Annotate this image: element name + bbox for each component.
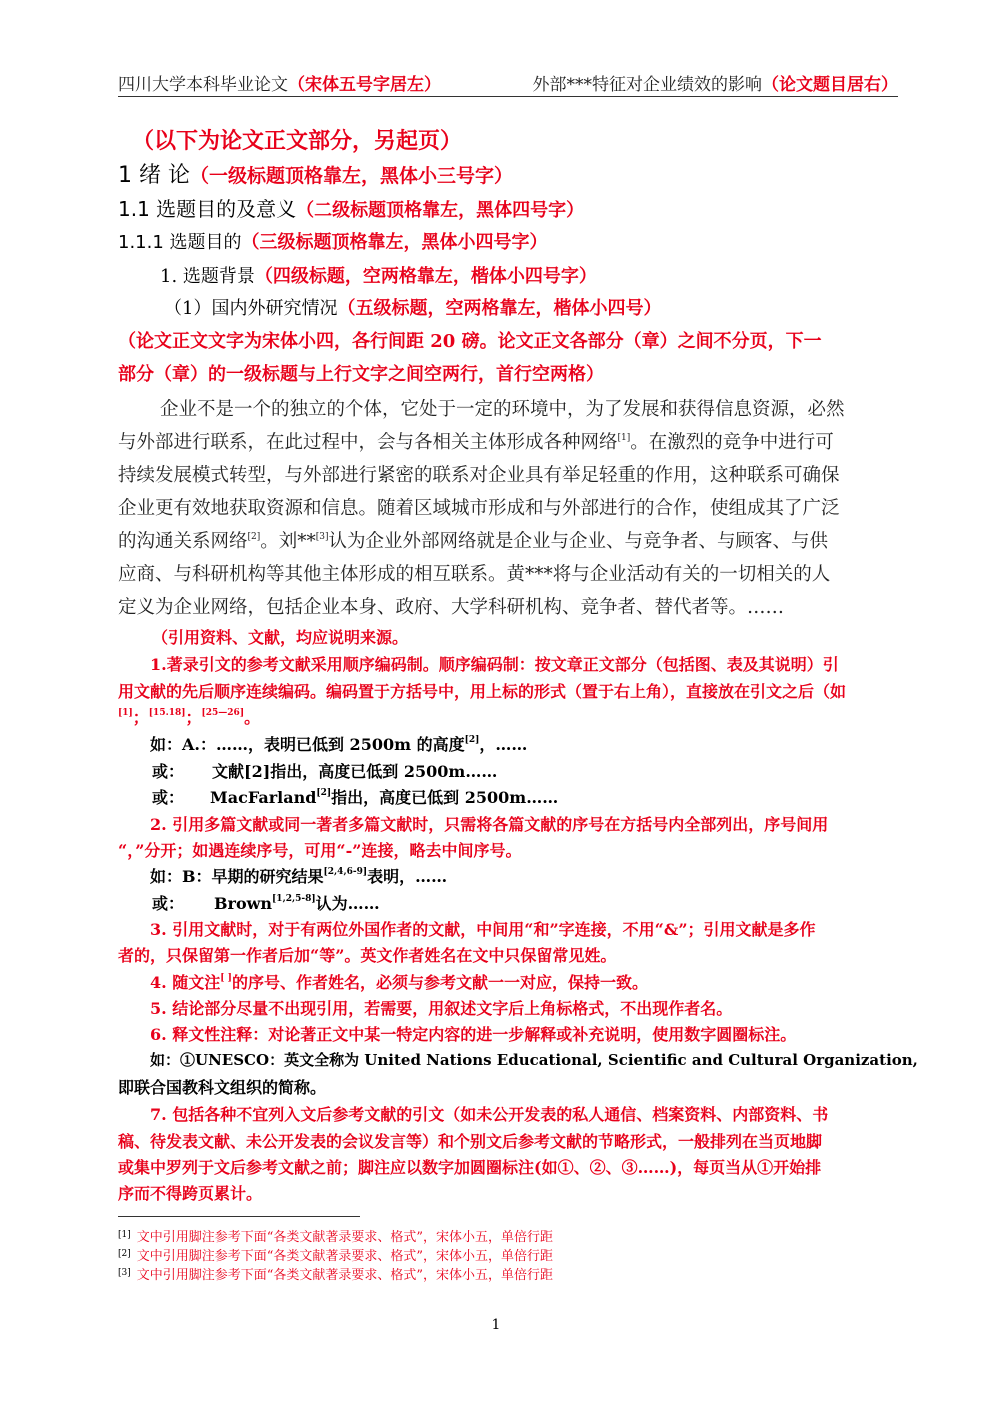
paragraph-line: 应商、与科研机构等其他主体形成的相互联系。黄***将与企业活动有关的一切相关的人: [118, 564, 831, 585]
paragraph-text: 。在激烈的竞争中进行可: [630, 432, 834, 453]
rule-1-line-1: 1.著录引文的参考文献采用顺序编码制。顺序编码制：按文章正文部分（包括图、表及其说明）引: [150, 655, 839, 674]
rule-2-line-1: 2. 引用多篇文献或同一著者多篇文献时，只需将各篇文献的序号在方括号内全部列出，序号间用: [150, 815, 829, 834]
heading-level-4: [160, 262, 597, 288]
example-b: [150, 864, 447, 887]
heading-2-text: 1.1 选题目的及意义: [118, 197, 297, 221]
header-divider: [118, 96, 898, 97]
heading-level-3: [118, 228, 548, 254]
paragraph-text: 。刘**: [260, 531, 316, 552]
heading-3-text: 1.1.1 选题目的: [118, 232, 242, 253]
paragraph-line: 持续发展模式转型，与外部进行紧密的联系对企业具有举足轻重的作用，这种联系可确保: [118, 465, 840, 486]
footnote-mark: [3]: [118, 1268, 131, 1278]
page-number: 1: [491, 1317, 501, 1333]
rule-7-line-3: 或集中罗列于文后参考文献之前；脚注应以数字加圆圈标注(如①、②、③……)，每页当从①开始排: [118, 1158, 822, 1177]
header-right-note: （论文题目居右）: [762, 75, 898, 95]
header-thesis-title: 外部***特征对企业绩效的影响: [532, 75, 762, 95]
heading-5-note: （五级标题，空两格靠左，楷体小四号）: [337, 298, 662, 319]
rule-1-line-2: 用文献的先后顺序连续编码。编码置于方括号中，用上标的形式（置于右上角），直接放在引文之后（如: [118, 682, 847, 701]
heading-4-note: （四级标题，空两格靠左，楷体小四号字）: [254, 266, 597, 287]
header-thesis-label: 四川大学本科毕业论文: [118, 75, 288, 95]
example-f-line-1: 如：①UNESCO：英文全称为 United Nations Educational, Scientific and Cultural Organization,: [150, 1051, 918, 1069]
heading-level-2: [118, 193, 584, 222]
footnote-text: 文中引用脚注参考下面“各类文献著录要求、格式”，宋体小五，单倍行距: [136, 1249, 554, 1264]
heading-level-1: [118, 158, 513, 189]
heading-level-5: [164, 294, 661, 320]
rule-3-line-1: 3. 引用文献时，对于有两位外国作者的文献，中间用“和”字连接，不用“&”；引用文献是多作: [150, 920, 816, 939]
rule-5: 5. 结论部分尽量不出现引用，若需要，用叙述文字后上角标格式，不出现作者名。: [150, 999, 733, 1018]
heading-3-note: （三级标题顶格靠左，黑体小四号字）: [241, 232, 548, 253]
paragraph-line: 企业不是一个的独立的个体，它处于一定的环境中，为了发展和获得信息资源，必然: [160, 399, 845, 420]
citation-superscript: [2]: [464, 735, 480, 745]
heading-5-text: （1）国内外研究情况: [164, 298, 338, 319]
rule-3-line-2: 者的，只保留第一作者后加“等”。英文作者姓名在文中只保留常见姓。: [118, 946, 617, 965]
citation-superscript: [2]: [247, 532, 261, 542]
header-right: [533, 70, 899, 95]
example-b-alt: [152, 891, 380, 914]
citation-superscript: [1]: [617, 433, 631, 443]
paragraph-line: 定义为企业网络，包括企业本身、政府、大学科研机构、竞争者、替代者等。……: [118, 597, 785, 618]
paragraph-text: 与外部进行联系，在此过程中，会与各相关主体形成各种网络: [118, 432, 618, 453]
rule-7-line-1: 7. 包括各种不宜列入文后参考文献的引文（如未公开发表的私人通信、档案资料、内部资料、书: [150, 1105, 829, 1124]
example-text: 如：A.：……，表明已低到 2500m 的高度: [150, 735, 465, 754]
or-label: 或：: [152, 788, 185, 807]
footnote-text: 文中引用脚注参考下面“各类文献著录要求、格式”，宋体小五，单倍行距: [136, 1268, 554, 1283]
running-header: [118, 70, 898, 96]
paragraph-line: [118, 527, 828, 553]
rule-7-line-4: 序而不得跨页累计。: [118, 1184, 263, 1203]
citation-note: （引用资料、文献，均应说明来源。: [152, 628, 409, 647]
example-text: 文献[2]指出，高度已低到 2500m……: [212, 762, 498, 781]
rule-6: 6. 释文性注释：对论著正文中某一特定内容的进一步解释或补充说明，使用数字圆圈标注。: [150, 1025, 797, 1044]
rule-1-line-3: [1]；[15.18]；[25—26]。: [118, 708, 261, 727]
rule-4: [150, 970, 648, 993]
format-note-line-1: （论文正文文字为宋体小四，各行间距 20 磅。论文正文各部分（章）之间不分页，下一: [118, 331, 822, 352]
paragraph-text: 认为企业外部网络就是企业与企业、与竞争者、与顾客、与供: [328, 531, 829, 552]
citation-superscript: [2,4,6-9]: [323, 867, 368, 877]
footnote-mark: [2]: [118, 1249, 131, 1259]
footnote: [118, 1264, 553, 1283]
paragraph-text: 的沟通关系网络: [118, 531, 248, 552]
rule-1-end: 。: [244, 708, 261, 727]
paragraph-line: [118, 428, 834, 454]
heading-1-note: （一级标题顶格靠左，黑体小三号字）: [189, 165, 513, 187]
example-text: ，……: [479, 735, 528, 754]
footnote: [118, 1245, 553, 1264]
example-a: [150, 732, 527, 755]
heading-1-text: 1 绪 论: [118, 163, 190, 188]
example-text: 指出，高度已低到 2500m……: [331, 788, 559, 807]
example-text: 认为……: [315, 894, 380, 913]
example-text: 表明，……: [367, 867, 448, 886]
citation-superscript: [3]: [315, 532, 329, 542]
rule-2-line-2: “，”分开；如遇连续序号，可用“-”连接，略去中间序号。: [118, 841, 522, 860]
footnote-mark: [1]: [118, 1230, 131, 1240]
header-left-note: （宋体五号字居左）: [288, 75, 441, 95]
rule-7-line-2: 稿、待发表文献、未公开发表的会议发言等）和个别文后参考文献的节略形式，一般排列在当页地脚: [118, 1132, 823, 1151]
rule-text: 的序号、作者姓名，必须与参考文献一一对应，保持一致。: [231, 973, 648, 992]
rule-text: 4. 随文注: [150, 973, 221, 992]
example-superscript: [1]: [118, 708, 133, 718]
example-f-line-2: 即联合国教科文组织的简称。: [118, 1078, 327, 1097]
example-a-alt-2: [152, 785, 558, 808]
example-text: 如：B：早期的研究结果: [150, 867, 324, 886]
footnote-text: 文中引用脚注参考下面“各类文献著录要求、格式”，宋体小五，单倍行距: [136, 1230, 554, 1245]
citation-superscript: [2]: [316, 788, 332, 798]
example-text: MacFarland: [210, 788, 317, 807]
example-superscript: [15.18]: [148, 708, 186, 718]
example-a-alt-1: [152, 759, 497, 782]
or-label: 或：: [152, 762, 185, 781]
paragraph-line: 企业更有效地获取资源和信息。随着区域城市形成和与外部进行的合作，使组成其了广泛: [118, 498, 840, 519]
heading-2-note: （二级标题顶格靠左，黑体四号字）: [296, 200, 585, 221]
section-note: （以下为论文正文部分，另起页）: [132, 128, 463, 154]
header-left: [118, 70, 441, 95]
example-text: Brown: [214, 894, 273, 913]
heading-4-text: 1. 选题背景: [160, 266, 255, 287]
footnote: [118, 1226, 553, 1245]
footnote-divider: [118, 1216, 360, 1217]
format-note-line-2: 部分（章）的一级标题与上行文字之间空两行，首行空两格）: [118, 364, 604, 385]
example-superscript: [25—26]: [201, 708, 245, 718]
citation-superscript: [ ]: [220, 973, 232, 983]
citation-superscript: [1,2,5-8]: [272, 894, 316, 904]
or-label: 或：: [152, 894, 185, 913]
